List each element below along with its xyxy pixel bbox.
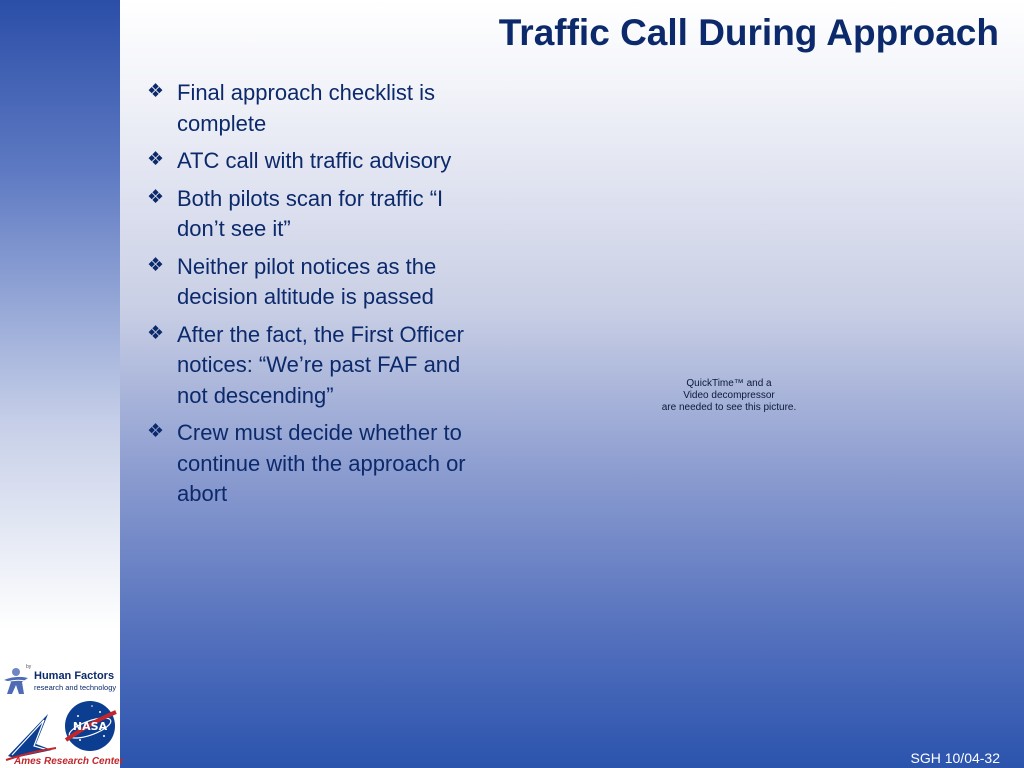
bullet-item [147, 418, 467, 510]
human-factors-by: by [26, 664, 32, 670]
human-figure-icon [2, 666, 34, 696]
four-diamond-bullet-icon: ❖ [147, 254, 165, 276]
four-diamond-bullet-icon: ❖ [147, 186, 165, 208]
ames-nasa-logo [0, 700, 124, 768]
human-factors-subtitle: research and technology [34, 683, 117, 692]
placeholder-line: QuickTime™ and a [686, 378, 772, 389]
slide-title: Traffic Call During Approach [498, 12, 999, 53]
bullet-item [147, 320, 467, 412]
bullet-text: Crew must decide whether to continue with the approach or abort [177, 420, 466, 506]
placeholder-line: are needed to see this picture. [661, 402, 797, 413]
bullet-text: ATC call with traffic advisory [177, 148, 452, 173]
four-diamond-bullet-icon: ❖ [147, 322, 165, 344]
human-factors-title: Human Factors [34, 670, 115, 682]
bullet-text: Final approach checklist is complete [177, 80, 436, 136]
bullet-item [147, 252, 467, 313]
ames-label: Ames Research Center [14, 756, 124, 767]
four-diamond-bullet-icon: ❖ [147, 421, 165, 442]
nasa-label: NASA [72, 720, 108, 733]
bullet-item [147, 78, 467, 139]
bullet-item [147, 184, 467, 245]
bullet-text: Both pilots scan for traffic “I don’t see it” [177, 185, 444, 241]
left-decorative-bar [0, 0, 120, 768]
bullet-text: Neither pilot notices as the decision altitude is passed [177, 253, 437, 309]
four-diamond-bullet-icon: ❖ [147, 149, 165, 170]
bullet-text: After the fact, the First Officer notices: “We’re past FAF and not descending” [177, 321, 464, 408]
four-diamond-bullet-icon: ❖ [147, 81, 165, 102]
slide-footer: SGH 10/04-32 [910, 750, 1000, 766]
human-factors-logo [2, 664, 120, 696]
placeholder-line: Video decompressor [683, 390, 775, 401]
bullet-list [147, 78, 467, 517]
quicktime-media-placeholder[interactable] [640, 378, 818, 414]
bullet-item [147, 146, 467, 177]
